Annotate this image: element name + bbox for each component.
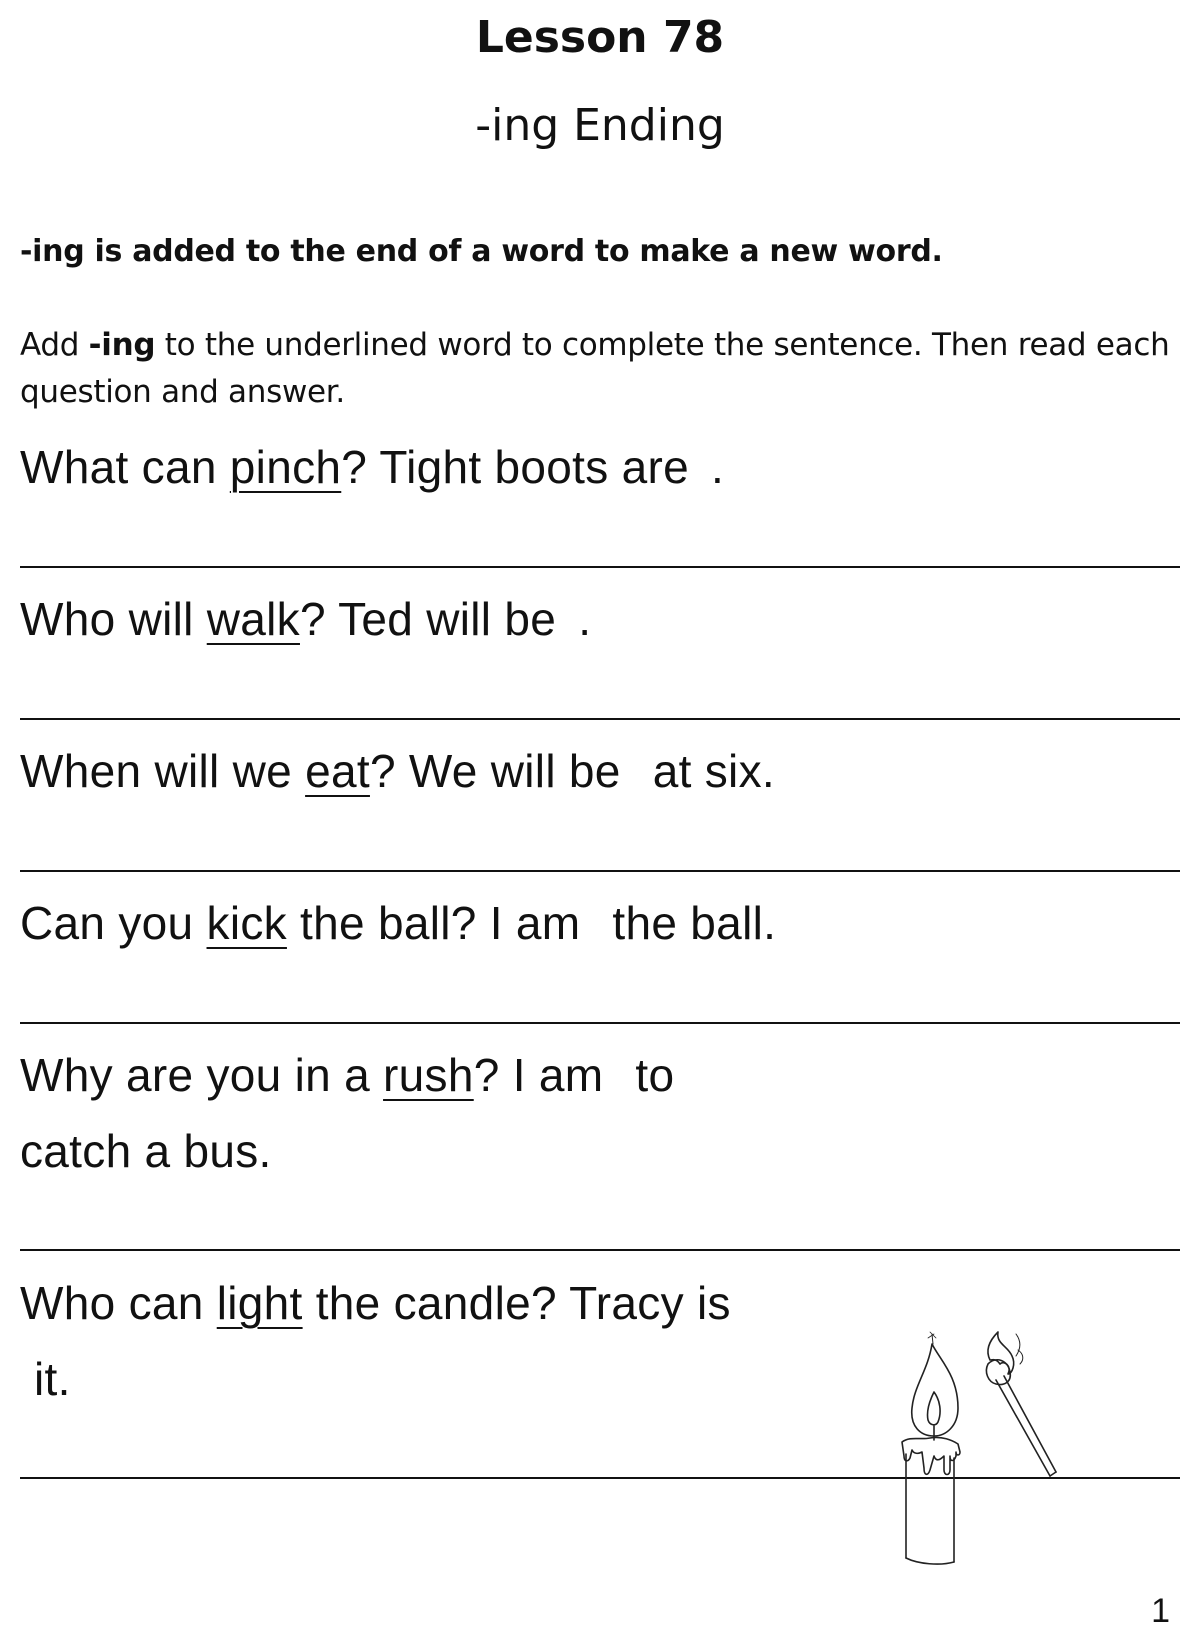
exercise-text: ? We will be bbox=[369, 745, 621, 797]
rule-bold: -ing bbox=[20, 234, 85, 269]
exercise-5-continued: catch a bus. bbox=[20, 1125, 272, 1177]
page-subtitle: -ing Ending bbox=[475, 100, 725, 151]
exercise-text: ? Tight boots are bbox=[341, 441, 690, 493]
rule-rest: is added to the end of a word to make a new word. bbox=[84, 234, 943, 269]
underlined-word: pinch bbox=[229, 441, 342, 493]
page-title: Lesson 78 bbox=[475, 12, 725, 63]
exercise-2 bbox=[20, 592, 591, 646]
answer-line[interactable] bbox=[20, 718, 1180, 720]
exercise-text: Who will bbox=[20, 593, 207, 645]
exercise-end: the ball. bbox=[612, 897, 777, 949]
underlined-word: light bbox=[216, 1277, 303, 1329]
exercise-end: to bbox=[635, 1049, 675, 1101]
instructions-part2: to the underlined word to complete the sentence. Then read each question and answer. bbox=[20, 327, 1170, 410]
exercise-text: the candle? Tracy is bbox=[302, 1277, 731, 1329]
exercise-end: at six. bbox=[652, 745, 775, 797]
exercise-text: When will we bbox=[20, 745, 306, 797]
answer-line[interactable] bbox=[20, 870, 1180, 872]
instructions-bold: -ing bbox=[88, 327, 156, 363]
instructions bbox=[20, 322, 1180, 416]
exercise-6 bbox=[20, 1276, 731, 1330]
exercise-end: . bbox=[578, 593, 592, 645]
underlined-word: kick bbox=[206, 897, 287, 949]
answer-line[interactable] bbox=[20, 1022, 1180, 1024]
exercise-text: Who can bbox=[20, 1277, 217, 1329]
exercise-text: ? Ted will be bbox=[299, 593, 557, 645]
exercise-6-continued bbox=[20, 1352, 71, 1406]
exercise-4 bbox=[20, 896, 776, 950]
underlined-word: walk bbox=[206, 593, 300, 645]
exercise-text: Why are you in a bbox=[20, 1049, 384, 1101]
instructions-part1: Add bbox=[20, 327, 89, 363]
exercise-1 bbox=[20, 440, 724, 494]
exercise-5 bbox=[20, 1048, 674, 1102]
exercise-end: it. bbox=[34, 1353, 71, 1405]
exercise-3 bbox=[20, 744, 775, 798]
answer-line[interactable] bbox=[20, 1249, 1180, 1251]
page-number: 1 bbox=[1151, 1592, 1170, 1630]
rule-statement bbox=[20, 234, 1180, 269]
exercise-text: What can bbox=[20, 441, 230, 493]
candle-and-match-icon bbox=[900, 1330, 1100, 1570]
answer-line[interactable] bbox=[20, 566, 1180, 568]
exercise-text: ? I am bbox=[473, 1049, 604, 1101]
exercise-end: . bbox=[711, 441, 725, 493]
underlined-word: eat bbox=[305, 745, 370, 797]
exercise-text: the ball? I am bbox=[286, 897, 581, 949]
exercise-text: Can you bbox=[20, 897, 207, 949]
underlined-word: rush bbox=[383, 1049, 474, 1101]
